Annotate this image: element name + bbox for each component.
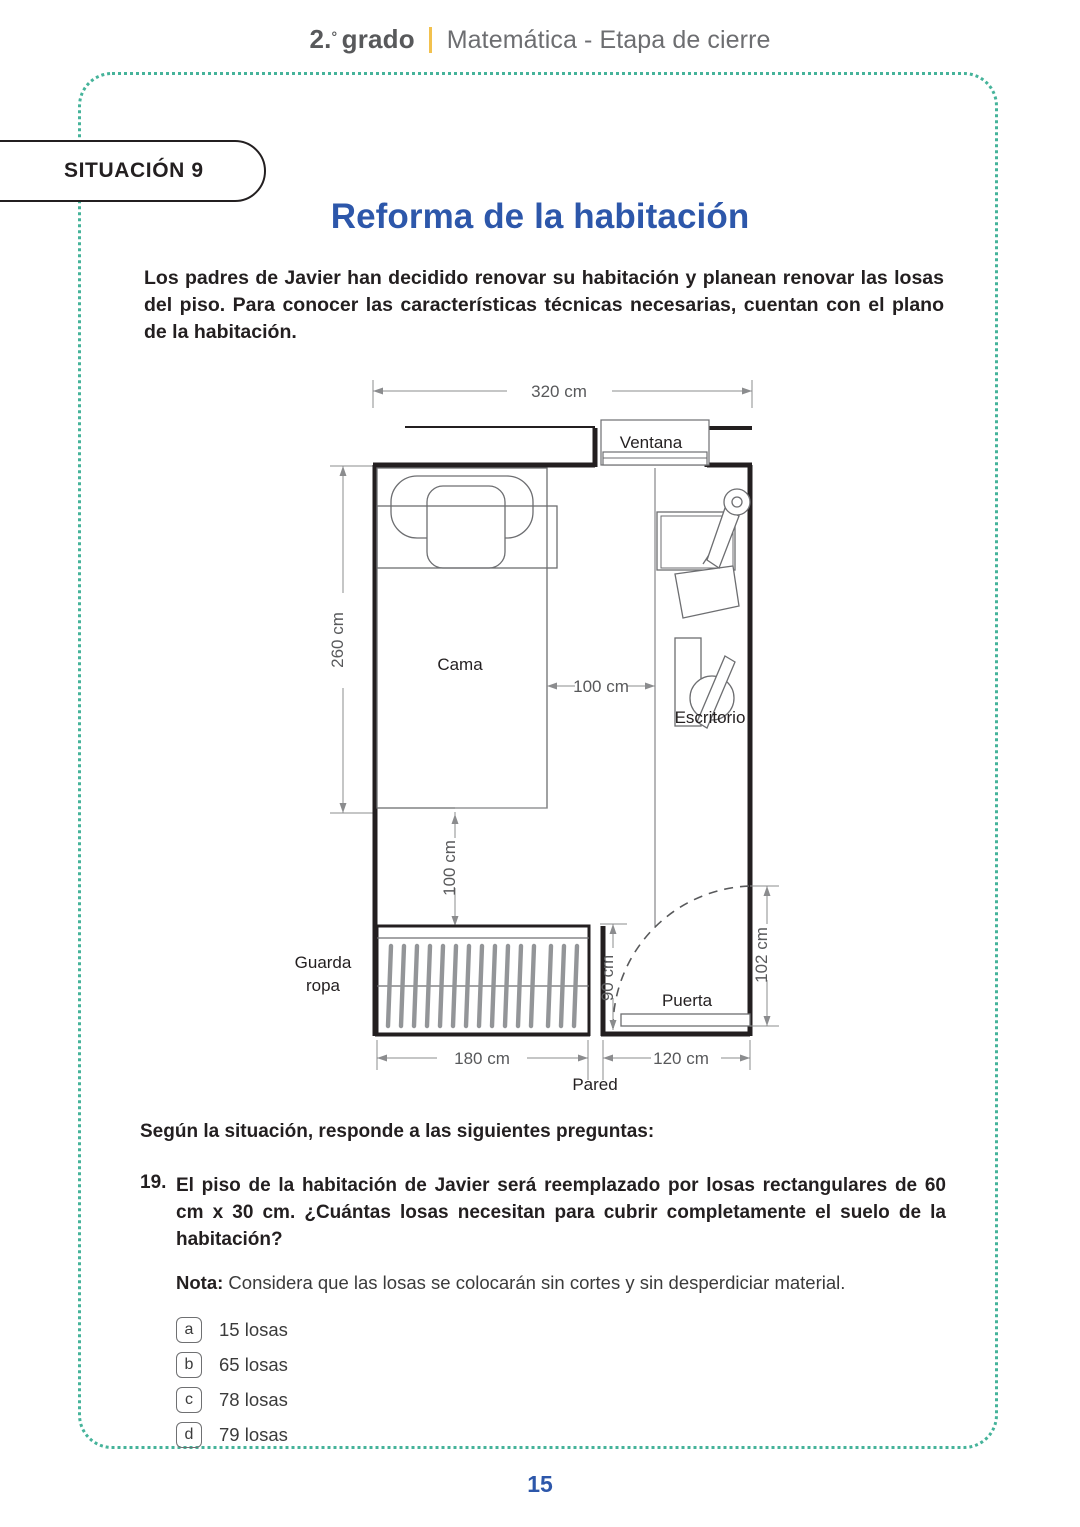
dimension-right-height [750, 886, 779, 1026]
option-text: 78 losas [219, 1388, 288, 1410]
label-cama: Cama [437, 655, 483, 674]
question-note-text: Considera que las losas se colocarán sin cortes y sin desperdiciar material. [223, 1272, 846, 1293]
questions-lead: Según la situación, responde a las siguientes preguntas: [140, 1121, 655, 1142]
header-grade-word: grado [341, 24, 415, 54]
furniture-desk [657, 489, 750, 728]
label-pared: Pared [572, 1075, 618, 1094]
furniture-door [613, 886, 750, 1028]
option-letter[interactable]: d [176, 1422, 202, 1448]
option-text: 65 losas [219, 1353, 288, 1375]
page-number: 15 [527, 1471, 553, 1497]
option-letter[interactable]: a [176, 1317, 202, 1343]
window-ventana [601, 420, 709, 465]
dimension-label-320: 320 cm [531, 382, 587, 401]
dimension-label-bed-100: 100 cm [573, 677, 629, 696]
option-d[interactable] [176, 1417, 946, 1452]
furniture-wardrobe [295, 926, 589, 1034]
question-row [140, 1172, 946, 1253]
page-title: Reforma de la habitación [330, 197, 750, 236]
label-escritorio: Escritorio [674, 708, 746, 727]
option-c[interactable] [176, 1382, 946, 1417]
label-ropa: ropa [305, 976, 341, 995]
dimension-left-height [328, 466, 377, 813]
dimension-door-width [603, 1040, 750, 1080]
question-number: 19. [140, 1172, 167, 1193]
question-note-label: Nota: [176, 1272, 224, 1293]
option-text: 79 losas [219, 1423, 288, 1445]
intro-paragraph: Los padres de Javier han decidido renovar su habitación y planean renovar las losas del piso. Para conocer las características técnicas necesarias, cuentan con el plano de la habitación. [144, 267, 944, 343]
option-text: 15 losas [219, 1318, 288, 1340]
question-text: El piso de la habitación de Javier será reemplazado por losas rectangulares de 60 cm x 30 cm. ¿Cuántas losas necesitan para cubrir completamente el suelo de la habitación? [176, 1175, 946, 1250]
situation-badge-label: SITUACIÓN 9 [64, 159, 204, 182]
furniture-bed [377, 468, 557, 808]
answer-options [176, 1312, 946, 1452]
dimension-wardrobe-width [377, 1040, 588, 1080]
label-guarda: Guarda [294, 953, 352, 972]
room-floor-plan [255, 368, 825, 1108]
situation-badge [0, 140, 266, 202]
dimension-label-102: 102 cm [752, 927, 771, 983]
header-grade-number: 2. [309, 24, 332, 54]
dimension-label-gap-100: 100 cm [440, 840, 459, 896]
option-a[interactable] [176, 1312, 946, 1347]
dimension-label-260: 260 cm [328, 612, 347, 668]
page-header [0, 24, 1080, 55]
question-19 [140, 1172, 946, 1452]
question-note [176, 1270, 946, 1296]
label-ventana: Ventana [619, 433, 683, 452]
header-divider [429, 27, 432, 53]
option-b[interactable] [176, 1347, 946, 1382]
label-puerta: Puerta [661, 991, 713, 1010]
dimension-bed-gap [440, 808, 547, 926]
dimension-bed-width [547, 677, 655, 696]
option-letter[interactable]: b [176, 1352, 202, 1378]
option-letter[interactable]: c [176, 1387, 202, 1413]
dimension-label-120: 120 cm [653, 1049, 709, 1068]
dimension-label-90: 90 cm [598, 954, 617, 1002]
header-degree-symbol: ° [331, 28, 338, 45]
dimension-top-width [373, 380, 752, 408]
dimension-label-180: 180 cm [454, 1049, 510, 1068]
header-subject: Matemática - Etapa de cierre [446, 26, 771, 54]
